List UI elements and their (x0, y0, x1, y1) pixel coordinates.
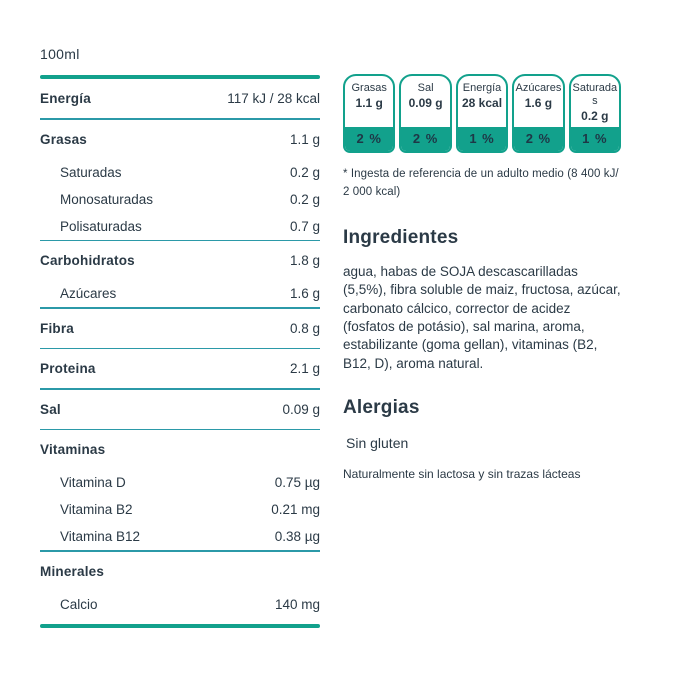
table-row (40, 390, 320, 429)
table-row (40, 309, 320, 348)
row-value: 140 mg (274, 596, 320, 612)
lactose-note: Naturalmente sin lactosa y sin trazas lácteas (343, 467, 581, 482)
badge-label: Azúcares (515, 82, 562, 94)
row-label: Minerales (40, 563, 105, 579)
table-row (40, 552, 320, 591)
badge-percent: 1 % (571, 127, 619, 151)
reference-intake-badges (343, 74, 621, 153)
row-value: 1.6 g (289, 286, 320, 301)
badge-percent: 2 % (401, 127, 449, 151)
row-label: Azúcares (60, 286, 117, 301)
table-row (40, 186, 320, 213)
table-row (40, 349, 320, 388)
row-label: Vitamina B2 (60, 502, 133, 517)
badge-top (458, 76, 506, 127)
table-row (40, 79, 320, 118)
reference-intake-badge (569, 74, 621, 153)
badge-top (571, 76, 619, 127)
table-row (40, 159, 320, 186)
details-panel (343, 74, 621, 481)
badge-top (401, 76, 449, 127)
row-value: 0.75 µg (274, 475, 320, 490)
badge-label: Energía (462, 82, 502, 94)
table-row (40, 280, 320, 307)
badge-label: Grasas (351, 82, 387, 94)
row-label: Grasas (40, 131, 87, 147)
nutrition-rows (40, 79, 320, 618)
badge-label: Saturadas (572, 82, 618, 108)
badge-percent: 2 % (345, 127, 393, 151)
badge-top (345, 76, 393, 127)
row-label: Vitamina D (60, 475, 126, 490)
gluten-free-label: Sin gluten (346, 435, 409, 452)
table-bottom-bar (40, 624, 320, 628)
reference-intake-badge (399, 74, 451, 153)
row-value: 0.7 g (289, 218, 320, 234)
reference-intake-badge (456, 74, 508, 153)
table-row (40, 120, 320, 159)
row-value: 0.8 g (289, 320, 320, 336)
table-row (40, 241, 320, 280)
row-value: 0.2 g (289, 191, 320, 207)
row-value: 1.1 g (289, 131, 320, 147)
row-value: 2.1 g (289, 361, 320, 376)
table-row (40, 523, 320, 550)
reference-intake-badge (512, 74, 564, 153)
row-label: Vitaminas (40, 442, 106, 457)
row-value: 117 kJ / 28 kcal (227, 91, 320, 106)
badge-amount: 28 kcal (461, 96, 503, 111)
row-value: 0.09 g (282, 401, 320, 417)
ingredients-title: Ingredientes (343, 226, 459, 248)
badge-amount: 1.6 g (524, 96, 553, 111)
row-label: Monosaturadas (60, 191, 154, 207)
table-row (40, 469, 320, 496)
nutrition-panel (40, 46, 320, 628)
table-row (40, 591, 320, 618)
row-value: 0.2 g (289, 164, 320, 180)
reference-intake-note: * Ingesta de referencia de un adulto medio (8 400 kJ/ 2 000 kcal) (343, 168, 619, 198)
badge-percent: 2 % (514, 127, 562, 151)
row-label: Saturadas (60, 164, 122, 180)
row-value: 0.38 µg (274, 529, 320, 544)
row-label: Carbohidratos (40, 253, 135, 268)
badge-amount: 0.09 g (408, 96, 443, 111)
row-label: Proteina (40, 361, 96, 376)
row-label: Sal (40, 401, 61, 417)
table-row (40, 430, 320, 469)
badge-amount: 1.1 g (355, 96, 383, 111)
badge-amount: 0.2 g (581, 109, 609, 124)
allergies-title: Alergias (343, 397, 420, 419)
row-value: 1.8 g (289, 253, 320, 268)
row-label: Polisaturadas (60, 218, 142, 234)
reference-intake-badge (343, 74, 395, 153)
ingredients-text: agua, habas de SOJA descascarilladas (5,5%), fibra soluble de maiz, fructosa, azúcar, carbonato cálcico, corrector de acidez (fosfatos de potásio), sal marina, aroma, estabilizante (goma gellan), vitaminas (B2, B12, D), aroma natural. (343, 263, 621, 371)
table-row (40, 213, 320, 240)
row-label: Calcio (60, 596, 98, 612)
badge-label: Sal (417, 82, 434, 94)
row-label: Energía (40, 91, 91, 106)
badge-top (514, 76, 562, 127)
row-label: Vitamina B12 (60, 529, 141, 544)
badge-percent: 1 % (458, 127, 506, 151)
table-row (40, 496, 320, 523)
serving-size-label: 100ml (40, 46, 80, 62)
row-label: Fibra (40, 320, 75, 336)
row-value: 0.21 mg (271, 502, 320, 517)
